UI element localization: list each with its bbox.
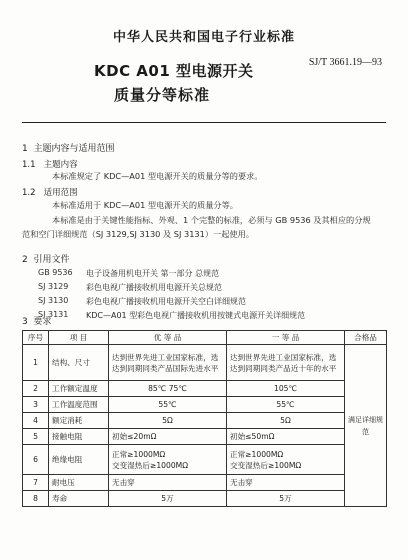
reference-title: KDC—A01 型彩色电视广播接收机用按键式电源开关详细规范 — [86, 311, 306, 320]
row-num: 8 — [23, 491, 49, 507]
standard-org-header: 中华人民共和国电子行业标准 — [112, 30, 295, 45]
row-first: 105℃ — [227, 381, 345, 397]
row-first: 5Ω — [227, 413, 345, 429]
section-title: 要求 — [33, 317, 52, 327]
row-item: 工作额定温度 — [49, 381, 109, 397]
row-qualified — [345, 345, 387, 507]
row-excellent: 5万 — [109, 491, 227, 507]
table-row — [23, 445, 387, 475]
row-first — [227, 445, 345, 475]
section-1-2-text1: 本标准适用于 KDC—A01 型电源开关的质量分等。 — [52, 200, 238, 210]
section-3-heading — [22, 314, 51, 327]
reference-title: 彩色电视广播接收机用电源开关总规范 — [86, 283, 222, 292]
table-row — [23, 413, 387, 429]
standard-code: SJ/T 3661.19—93 — [308, 57, 382, 68]
row-excellent: 初始≤20mΩ — [109, 429, 227, 445]
row-num: 6 — [23, 445, 49, 475]
reference-code: SJ 3129 — [38, 282, 69, 291]
reference-title: 电子设备用机电开关 第一部分 总规范 — [86, 269, 220, 278]
table-row — [23, 381, 387, 397]
section-number: 1.2 — [22, 188, 36, 198]
row-item: 接触电阻 — [49, 429, 109, 445]
section-number: 1 — [22, 144, 28, 154]
row-first: 5万 — [227, 491, 345, 507]
row-num: 2 — [23, 381, 49, 397]
section-1-2-text3: 范和空门详细规范（SJ 3129,SJ 3130 及 SJ 3131）一起使用。 — [22, 229, 254, 239]
table-row — [23, 475, 387, 491]
row-first — [227, 345, 345, 381]
section-title: 主题内容 — [43, 160, 78, 170]
table-row — [23, 429, 387, 445]
row-first: 初始≤50mΩ — [227, 429, 345, 445]
row-first: 55℃ — [227, 397, 345, 413]
header-num: 序号 — [23, 331, 49, 345]
section-number: 3 — [22, 317, 28, 327]
row-num: 4 — [23, 413, 49, 429]
section-1-1-text: 本标准规定了 KDC—A01 型电源开关的质量分等的要求。 — [52, 171, 263, 181]
row-excellent — [109, 345, 227, 381]
row-first: 无击穿 — [227, 475, 345, 491]
row-excellent: 无击穿 — [109, 475, 227, 491]
row-num: 5 — [23, 429, 49, 445]
table-row — [23, 345, 387, 381]
cell-line: 达到同期同类产品国际先进水平 — [112, 363, 219, 373]
cell-line: 达到同期同类产品近十年的水平 — [230, 363, 337, 373]
row-item: 绝缘电阻 — [49, 445, 109, 475]
row-excellent — [109, 445, 227, 475]
row-num: 7 — [23, 475, 49, 491]
reference-code: SJ 3130 — [38, 296, 69, 305]
section-1-2-text2: 本标准是由于关键性能指标、外观、1 个完整的标准，必须与 GB 9536 及其相应的分规 — [52, 215, 371, 225]
section-title: 适用范围 — [43, 188, 78, 198]
cell-line: 正常≥1000MΩ — [230, 449, 284, 459]
cell-line: 交变湿热后≥100MΩ — [230, 460, 302, 470]
cell-line: 达到世界先进工业国家标准，选 — [112, 352, 219, 362]
cell-line: 交变湿热后≥1000MΩ — [112, 460, 189, 470]
header-divider — [22, 122, 386, 123]
row-item: 耐电压 — [49, 475, 109, 491]
section-1-heading — [22, 141, 114, 154]
row-excellent: 5Ω — [109, 413, 227, 429]
document-title-line2: 质量分等标准 — [114, 86, 211, 104]
cell-line: 达到世界先进工业国家标准，选 — [230, 352, 337, 362]
row-item: 工作温度范围 — [49, 397, 109, 413]
reference-code: GB 9536 — [38, 268, 73, 277]
row-excellent: 55℃ — [109, 397, 227, 413]
header-qualified: 合格品 — [345, 331, 387, 345]
section-1-2-heading — [22, 186, 78, 198]
header-item: 项 目 — [49, 331, 109, 345]
table-row — [23, 397, 387, 413]
row-item: 结构、尺寸 — [49, 345, 109, 381]
row-item: 寿命 — [49, 491, 109, 507]
section-number: 1.1 — [22, 160, 36, 170]
section-number: 2 — [22, 255, 28, 265]
requirements-table — [22, 330, 387, 507]
table-row — [23, 491, 387, 507]
cell-line: 正常≥1000MΩ — [112, 449, 166, 459]
document-title-line1: KDC A01 型电源开关 — [94, 62, 254, 80]
section-title: 主题内容与适用范围 — [33, 144, 115, 154]
row-excellent: 85℃ 75℃ — [109, 381, 227, 397]
row-item: 额定消耗 — [49, 413, 109, 429]
header-first: 一 等 品 — [227, 331, 345, 345]
qualified-note: 满足详细规范 — [348, 415, 383, 436]
header-excellent: 优 等 品 — [109, 331, 227, 345]
row-num: 3 — [23, 397, 49, 413]
row-num: 1 — [23, 345, 49, 381]
section-title: 引用文件 — [33, 255, 70, 265]
reference-title: 彩色电视广播接收机用电源开关空白详细规范 — [86, 297, 246, 306]
table-header-row — [23, 331, 387, 345]
section-1-1-heading — [22, 158, 78, 170]
reference-code: SJ 3131 — [38, 310, 69, 319]
section-2-heading — [22, 252, 69, 265]
